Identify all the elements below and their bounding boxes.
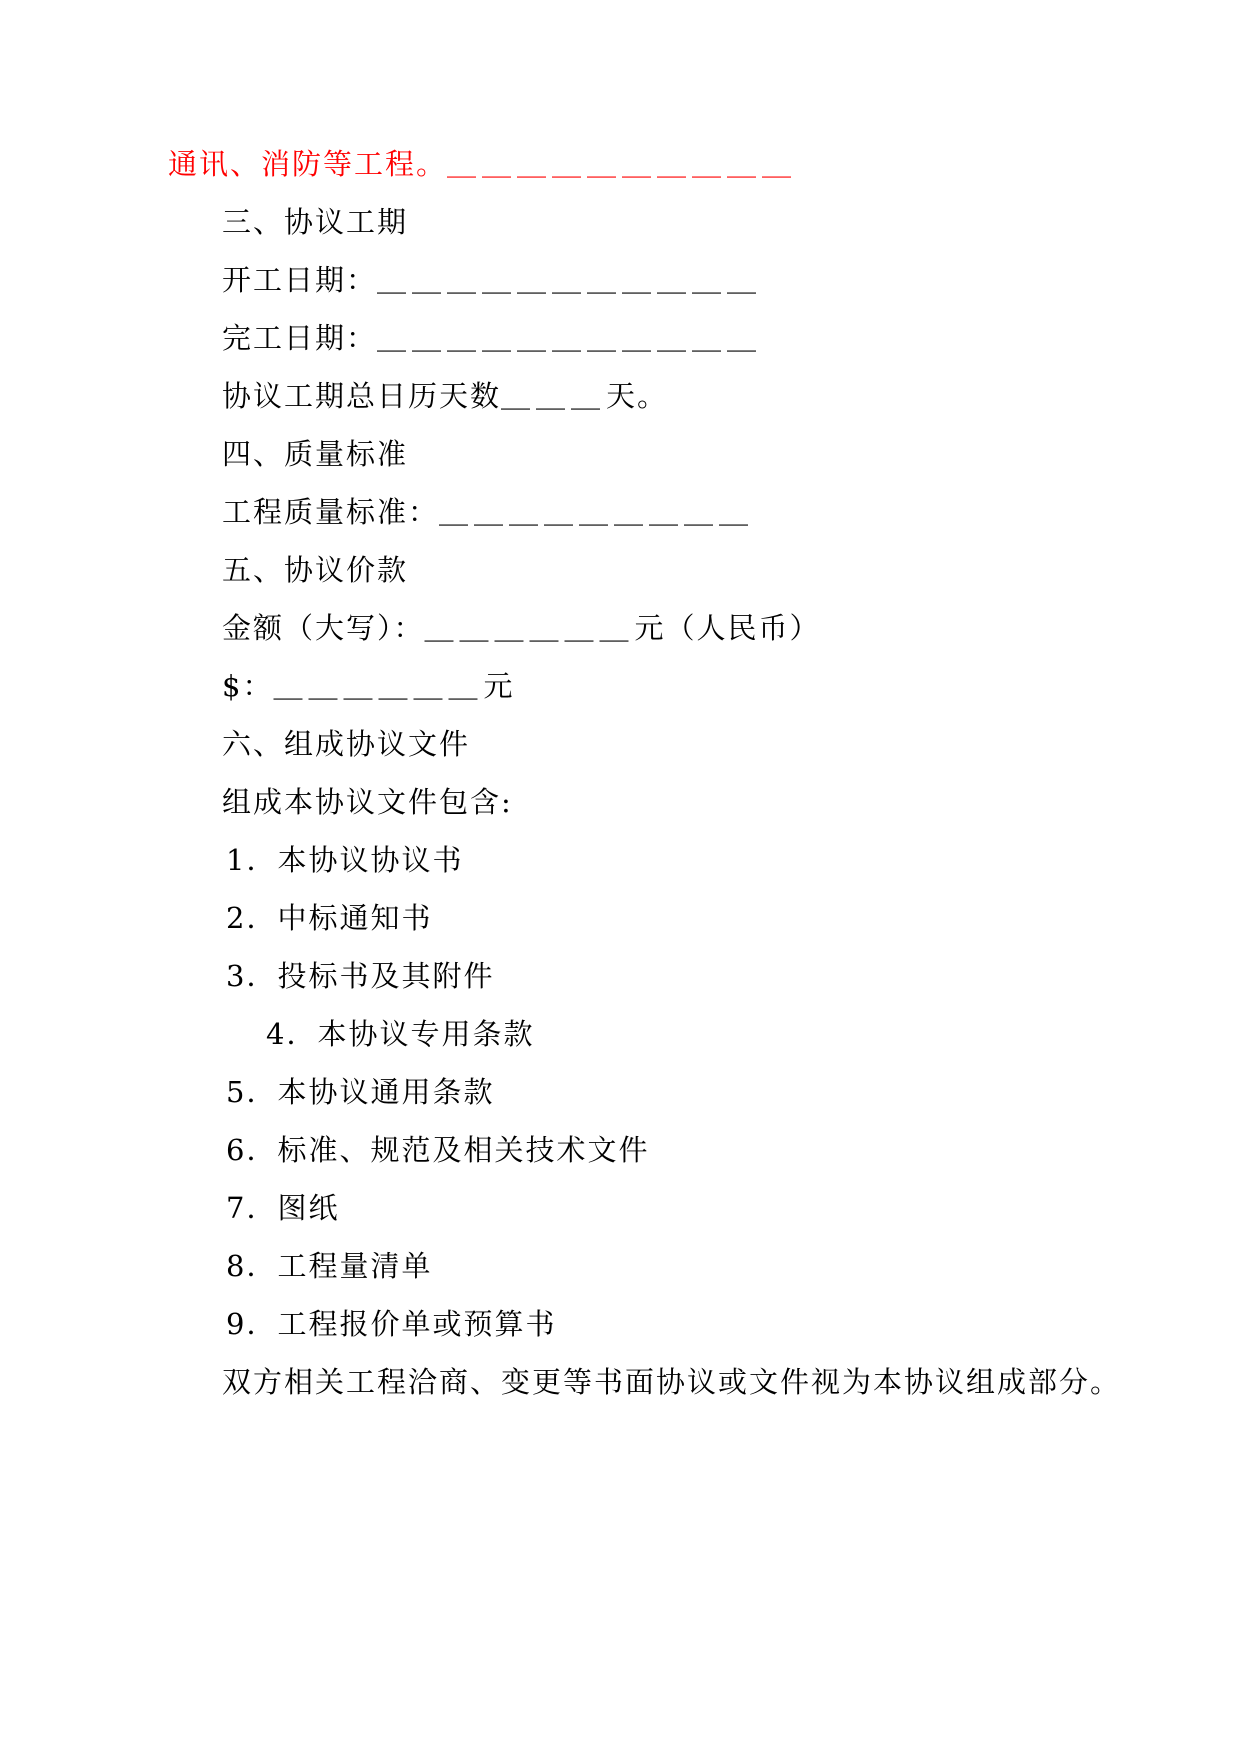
list-item: 6．标准、规范及相关技术文件 [226, 1133, 650, 1167]
section5-heading: 五、协议价款 [222, 553, 409, 587]
amount-words-blank: ＿＿＿＿＿＿ [424, 611, 635, 645]
top-line [168, 146, 797, 182]
amount-words-suffix: 元（人民币） [634, 611, 821, 645]
section6-heading: 六、组成协议文件 [222, 727, 471, 761]
list-item: 3．投标书及其附件 [226, 959, 495, 993]
section6-intro: 组成本协议文件包含: [222, 785, 513, 819]
list-item: 9．工程报价单或预算书 [226, 1307, 557, 1341]
quality-standard-line [222, 494, 754, 530]
section3-heading: 三、协议工期 [222, 205, 409, 239]
end-date-line [222, 320, 762, 356]
list-item: 2．中标通知书 [226, 901, 433, 935]
amount-figures-suffix: 元 [483, 669, 515, 703]
list-item: 4．本协议专用条款 [266, 1017, 535, 1051]
end-date-label: 完工日期： [222, 321, 378, 355]
amount-figures-blank: ＿＿＿＿＿＿ [273, 669, 484, 703]
section4-heading: 四、质量标准 [222, 437, 409, 471]
amount-figures-line [222, 668, 514, 704]
top-line-text: 通讯、消防等工程。 [168, 147, 448, 181]
list-item: 8．工程量清单 [226, 1249, 433, 1283]
top-line-blank: ＿＿＿＿＿＿＿＿＿＿ [447, 147, 798, 181]
list-item: 5．本协议通用条款 [226, 1075, 495, 1109]
start-date-line [222, 262, 762, 298]
amount-words-label: 金额（大写）： [222, 611, 425, 645]
amount-words-line [222, 610, 821, 646]
list-item: 7．图纸 [226, 1191, 340, 1225]
total-days-blank: ＿＿＿ [501, 379, 607, 413]
total-days-prefix: 协议工期总日历天数 [222, 379, 502, 413]
end-date-blank: ＿＿＿＿＿＿＿＿＿＿＿ [377, 321, 763, 355]
total-days-line [222, 378, 668, 414]
amount-figures-label: $： [222, 669, 274, 703]
start-date-label: 开工日期： [222, 263, 378, 297]
quality-standard-label: 工程质量标准： [222, 495, 440, 529]
quality-standard-blank: ＿＿＿＿＿＿＿＿＿ [439, 495, 755, 529]
list-item: 1．本协议协议书 [226, 843, 464, 877]
closing-paragraph: 双方相关工程洽商、变更等书面协议或文件视为本协议组成部分。 [222, 1365, 1122, 1399]
total-days-suffix: 天。 [606, 379, 669, 413]
start-date-blank: ＿＿＿＿＿＿＿＿＿＿＿ [377, 263, 763, 297]
